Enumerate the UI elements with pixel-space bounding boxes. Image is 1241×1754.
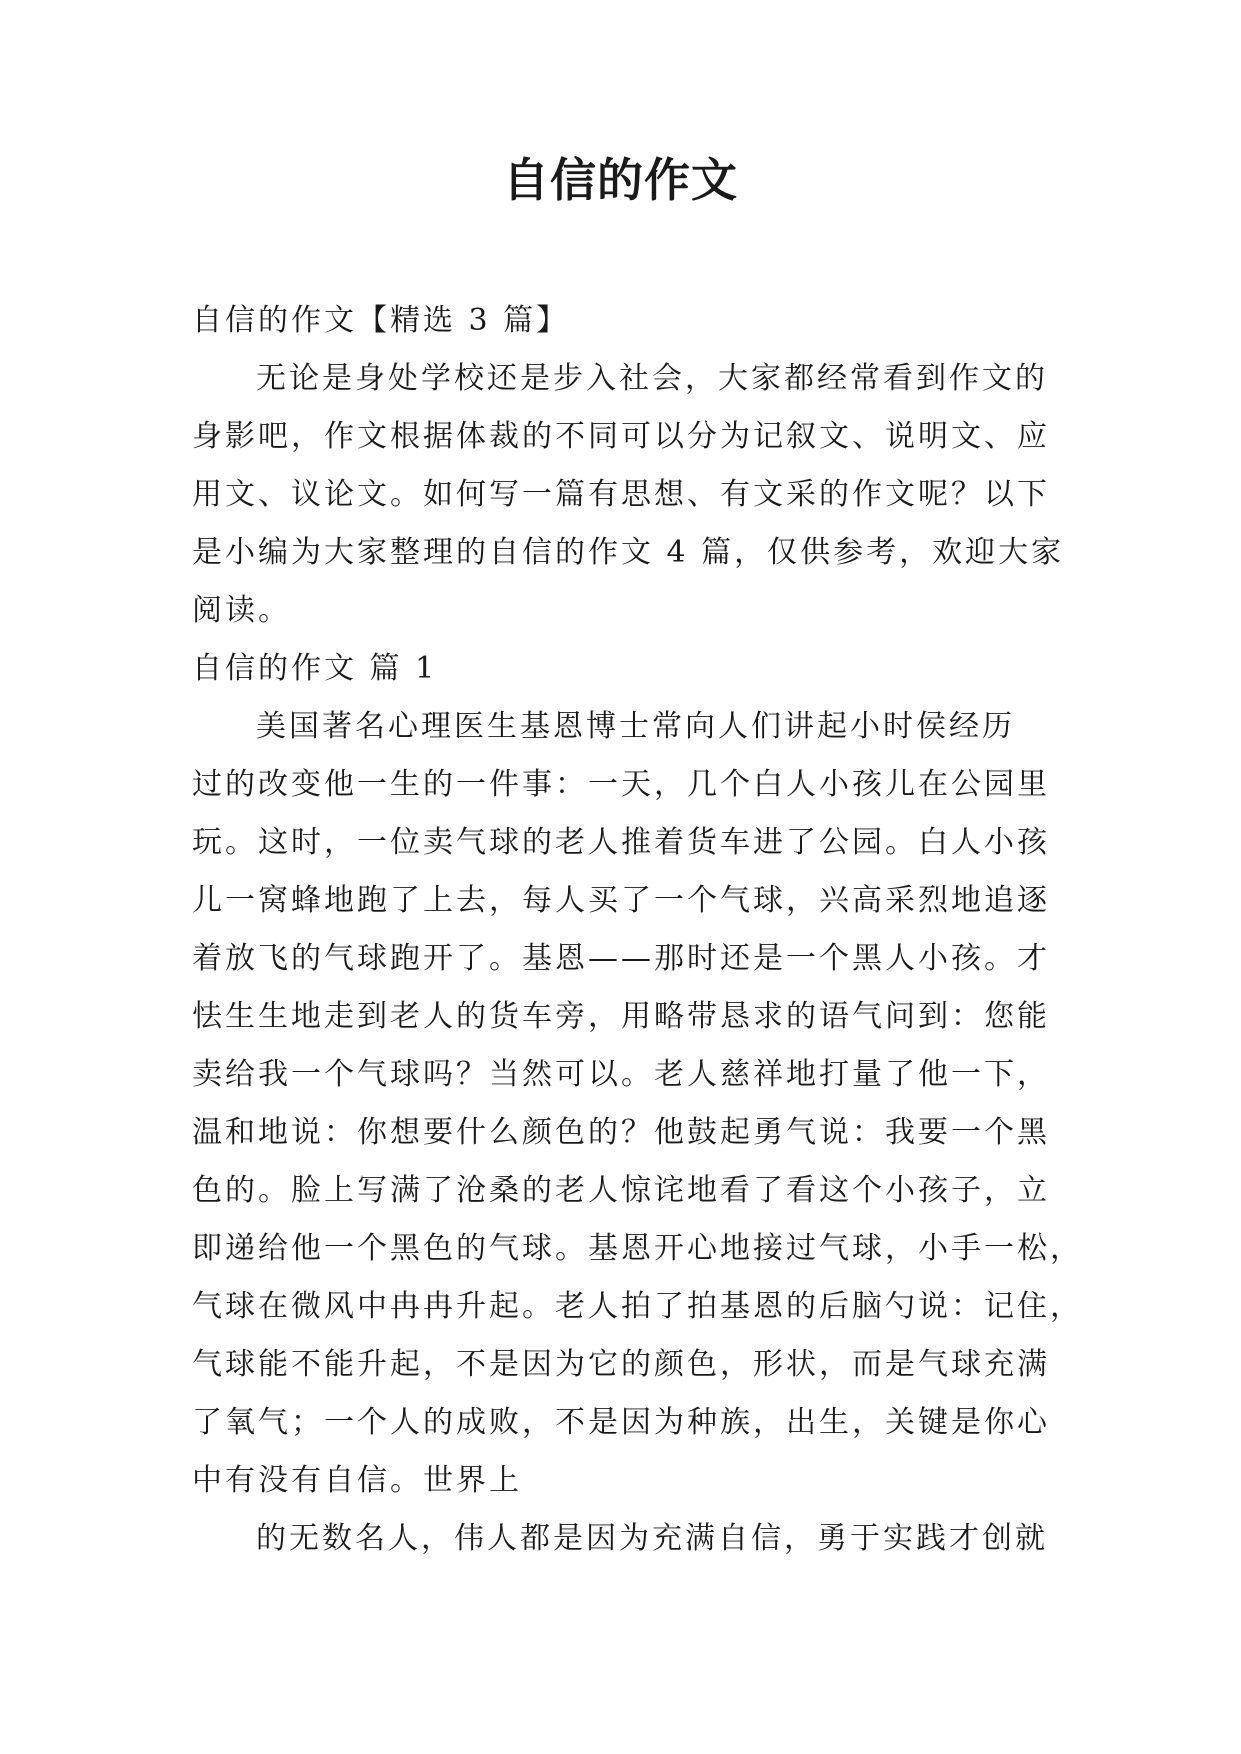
text-line: 了氧气；一个人的成败，不是因为种族，出生，关键是你心 [192,1405,1050,1440]
text-line: 用文、议论文。如何写一篇有思想、有文采的作文呢？以下 [192,477,1050,512]
text-line: 玩。这时，一位卖气球的老人推着货车进了公园。白人小孩 [192,825,1050,860]
text-line: 即递给他一个黑色的气球。基恩开心地接过气球，小手一松， [192,1231,1083,1266]
text-line: 色的。脸上写满了沧桑的老人惊诧地看了看这个小孩子，立 [192,1173,1050,1208]
text-line: 是小编为大家整理的自信的作文 4 篇，仅供参考，欢迎大家 [192,535,1065,570]
text-line: 身影吧，作文根据体裁的不同可以分为记叙文、说明文、应 [192,419,1050,454]
document-body [192,292,1083,1568]
text-line: 气球在微风中冉冉升起。老人拍了拍基恩的后脑勺说：记住， [192,1289,1083,1324]
text-line: 自信的作文【精选 3 篇】 [192,303,570,338]
text-line: 中有没有自信。世界上 [192,1463,522,1498]
text-line: 过的改变他一生的一件事：一天，几个白人小孩儿在公园里 [192,767,1050,802]
text-line: 的无数名人，伟人都是因为充满自信，勇于实践才创就 [256,1521,1048,1556]
text-line: 卖给我一个气球吗？当然可以。老人慈祥地打量了他一下， [192,1057,1050,1092]
text-line: 自信的作文 篇 1 [192,651,438,686]
text-line: 儿一窝蜂地跑了上去，每人买了一个气球，兴高采烈地追逐 [192,883,1050,918]
text-line: 气球能不能升起，不是因为它的颜色，形状，而是气球充满 [192,1347,1050,1382]
text-line: 着放飞的气球跑开了。基恩——那时还是一个黑人小孩。才 [192,941,1050,976]
text-line: 阅读。 [192,593,291,628]
text-line: 温和地说：你想要什么颜色的？他鼓起勇气说：我要一个黑 [192,1115,1050,1150]
document-title: 自信的作文 [503,153,738,207]
text-line: 美国著名心理医生基恩博士常向人们讲起小时侯经历 [256,709,1015,744]
text-line: 无论是身处学校还是步入社会，大家都经常看到作文的 [256,361,1048,396]
text-line: 怯生生地走到老人的货车旁，用略带恳求的语气问到：您能 [192,999,1050,1034]
